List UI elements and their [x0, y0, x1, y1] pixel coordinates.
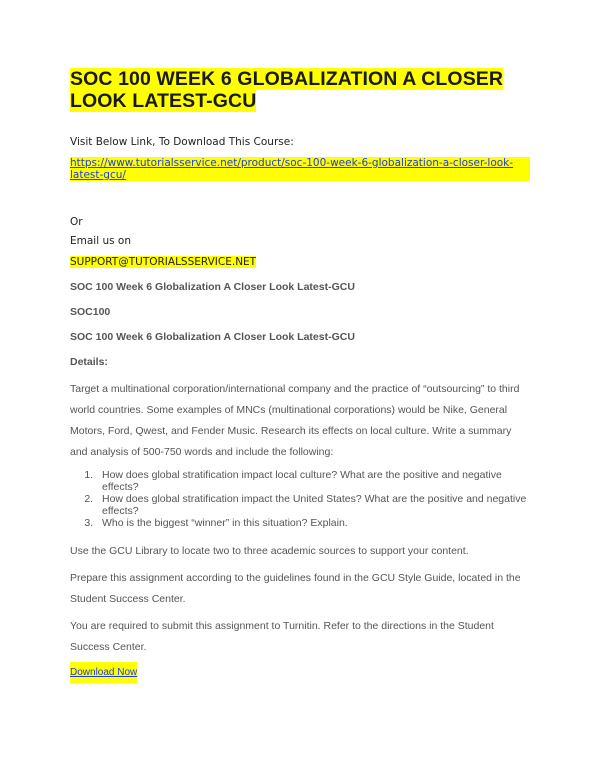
course-link[interactable]: https://www.tutorialsservice.net/product/soc-100-week-6-globalization-a-closer-look-latest-gcu/: [70, 157, 514, 181]
list-item: 3. Who is the biggest “winner” in this situation? Explain.: [96, 517, 530, 529]
style-guide-text: Prepare this assignment according to the guidelines found in the GCU Style Guide, located in the Student Success Center.: [70, 572, 521, 605]
or-text: Or: [70, 216, 83, 228]
email-label: Email us on: [70, 235, 132, 247]
details-label: Details:: [70, 356, 108, 368]
heading-1: SOC 100 Week 6 Globalization A Closer Look Latest-GCU: [70, 281, 355, 293]
course-link-wrap: [70, 157, 530, 181]
download-link-wrap: [70, 662, 137, 683]
assignment-text: Target a multinational corporation/international company and the practice of “outsourcing” to third world countries. Some examples of MNCs (multinational corporations) would be Nike, General Motors, Ford, Qwest, and Fender Music. Research its effects on local culture. Write a summary and analysis of 500-750 words and include the following:: [70, 383, 520, 458]
library-text: Use the GCU Library to locate two to three academic sources to support your content.: [70, 545, 469, 557]
questions-list: [70, 469, 530, 529]
list-item: 2. How does global stratification impact the United States? What are the positive and negative effects?: [96, 493, 530, 517]
download-now-link[interactable]: Download Now: [70, 667, 138, 678]
turnitin-text: You are required to submit this assignment to Turnitin. Refer to the directions in the Student Success Center.: [70, 620, 494, 653]
list-item: 1. How does global stratification impact local culture? What are the positive and negative effects?: [96, 469, 530, 493]
heading-2: SOC 100 Week 6 Globalization A Closer Look Latest-GCU: [70, 331, 355, 343]
support-email[interactable]: SUPPORT@TUTORIALSSERVICE.NET: [70, 256, 257, 268]
intro-text: Visit Below Link, To Download This Course:: [70, 136, 294, 148]
course-code: SOC100: [70, 306, 111, 318]
document-title: SOC 100 WEEK 6 GLOBALIZATION A CLOSER LOOK LATEST-GCU: [70, 68, 504, 112]
